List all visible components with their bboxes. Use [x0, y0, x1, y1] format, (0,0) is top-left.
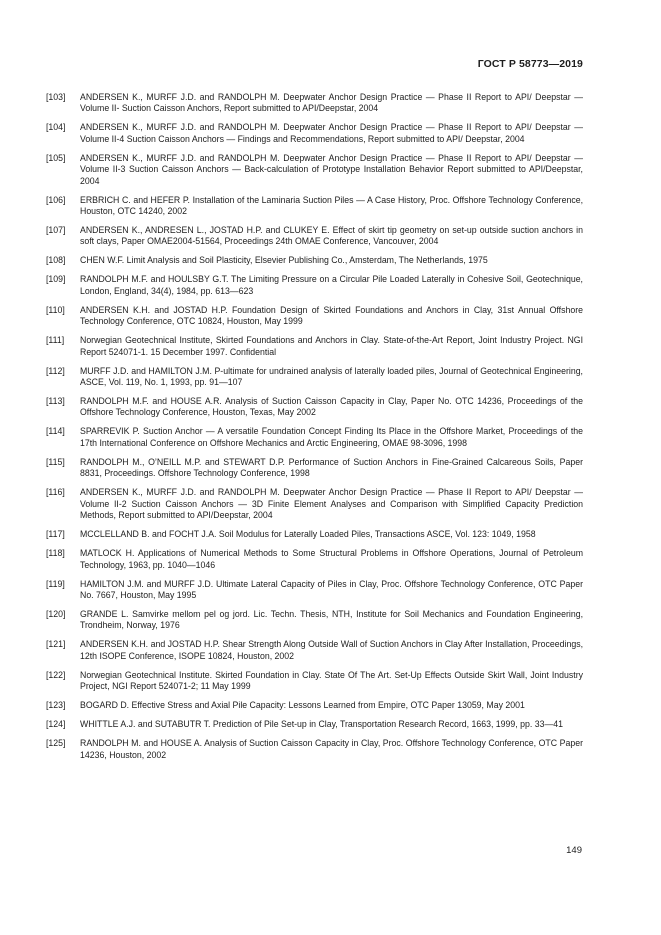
reference-text: RANDOLPH M. and HOUSE A. Analysis of Suction Caisson Capacity in Clay, Proc. Offshore Technology Conference, OTC Paper 14236, Houston, 2002 — [80, 738, 583, 760]
reference-number: [123] — [46, 700, 66, 711]
reference-number: [115] — [46, 456, 65, 467]
reference-number: [110] — [46, 304, 65, 315]
reference-item — [46, 92, 583, 115]
reference-number: [120] — [46, 608, 66, 619]
reference-item — [46, 700, 583, 711]
reference-item — [46, 153, 583, 187]
reference-text: RANDOLPH M., O’NEILL M.P. and STEWART D.P. Performance of Suction Anchors in Fine-Grained Calcareous Soils, Paper 8831, Proceedings. Offshore Technology Conference, 1998 — [80, 456, 583, 479]
reference-text: MURFF J.D. and HAMILTON J.M. P-ultimate for undrained analysis of laterally loaded piles, Journal of Geotechnical Engineering, ASCE, Vol. 119, No. 1, 1993, pp. 91—107 — [80, 365, 583, 388]
reference-item — [46, 225, 583, 248]
reference-item — [46, 255, 583, 266]
reference-item — [46, 719, 583, 730]
reference-list — [46, 92, 583, 769]
reference-text: Norwegian Geotechnical Institute, Skirted Foundations and Anchors in Clay. State-of-the-Art Report, Joint Industry Project. NGI Report 524071-1. 15 December 1997. Confidential — [80, 335, 583, 357]
reference-text: Norwegian Geotechnical Institute. Skirted Foundation in Clay. State Of The Art. Set-Up Effects Outside Skirt Wall, Joint Industry Project, NGI Report 524071-2; 11 May 1999 — [80, 669, 583, 692]
reference-number: [124] — [46, 719, 66, 730]
reference-text: ANDERSEN K.H. and JOSTAD H.P. Shear Strength Along Outside Wall of Suction Anchors in Clay After Installation, Proceedings, 12th ISOPE Conference, ISOPE 10824, Houston, 2002 — [80, 639, 583, 661]
page-number: 149 — [566, 845, 582, 856]
reference-text: ANDERSEN K., ANDRESEN L., JOSTAD H.P. and CLUKEY E. Effect of skirt tip geometry on set-up outside suction anchors in soft clays, Paper OMAE2004-51564, Proceedings 24th OMAE Conference, Vancouver, 2004 — [80, 225, 583, 247]
reference-text: MATLOCK H. Applications of Numerical Methods to Some Structural Problems in Offshore Operations, Journal of Petroleum Technology, 1963, pp. 1040—1046 — [80, 548, 583, 570]
reference-item — [46, 426, 583, 449]
reference-item — [46, 122, 583, 145]
reference-number: [105] — [46, 152, 66, 163]
reference-item — [46, 396, 583, 419]
reference-item — [46, 579, 583, 602]
document-standard-id: ГОСТ Р 58773—2019 — [477, 58, 583, 70]
reference-text: HAMILTON J.M. and MURFF J.D. Ultimate Lateral Capacity of Piles in Clay, Proc. Offshore Technology Conference, OTC Paper No. 7667, Houston, May 1995 — [80, 578, 583, 600]
reference-number: [125] — [46, 738, 66, 749]
reference-number: [121] — [46, 639, 66, 650]
reference-number: [118] — [46, 548, 65, 559]
reference-number: [107] — [46, 225, 66, 236]
reference-number: [122] — [46, 669, 66, 680]
reference-item — [46, 670, 583, 693]
reference-item — [46, 548, 583, 571]
reference-number: [104] — [46, 122, 66, 133]
reference-number: [112] — [46, 365, 65, 376]
reference-item — [46, 457, 583, 480]
reference-text: RANDOLPH M.F. and HOULSBY G.T. The Limiting Pressure on a Circular Pile Loaded Laterally in Cohesive Soil, Geotechnique, London, England, 34(4), 1984, pp. 613—623 — [80, 274, 583, 296]
reference-text: WHITTLE A.J. and SUTABUTR T. Prediction of Pile Set-up in Clay, Transportation Research Record, 1663, 1999, pp. 33—41 — [80, 719, 563, 730]
reference-text: GRANDE L. Samvirke mellom pel og jord. Lic. Techn. Thesis, NTH, Institute for Soil Mechanics and Foundation Engineering, Trondheim, Norway, 1976 — [80, 608, 583, 631]
reference-item — [46, 366, 583, 389]
reference-item — [46, 195, 583, 218]
reference-text: ANDERSEN K.H. and JOSTAD H.P. Foundation Design of Skirted Foundations and Anchors in Clay, 31st Annual Offshore Technology Conference, OTC 10824, Houston, May 1999 — [80, 304, 583, 327]
reference-number: [108] — [46, 255, 66, 266]
reference-number: [117] — [46, 529, 65, 540]
reference-text: RANDOLPH M.F. and HOUSE A.R. Analysis of Suction Caisson Capacity in Clay, Paper No. OTC 14236, Proceedings of the Offshore Technology Conference, Houston, Texas, May 2002 — [80, 396, 583, 418]
reference-text: ANDERSEN K., MURFF J.D. and RANDOLPH M. Deepwater Anchor Design Practice — Phase II Report to API/ Deepstar — Volume II-2 Suction Caisson Anchors — 3D Finite Element Analyses and Comparison with Simplified Capacity Prediction Methods, Report submitted to API/Deepstar, 2004 — [80, 487, 583, 521]
reference-number: [113] — [46, 396, 65, 407]
reference-number: [103] — [46, 92, 66, 102]
reference-item — [46, 274, 583, 297]
reference-number: [114] — [46, 426, 65, 437]
reference-number: [116] — [46, 487, 65, 498]
reference-number: [119] — [46, 578, 65, 589]
reference-text: ANDERSEN K., MURFF J.D. and RANDOLPH M. Deepwater Anchor Design Practice — Phase II Report to API/ Deepstar — Volume II-4 Suction Caisson Anchors — Findings and Recommendations, Report submitted to API/ Deepstar, 2004 — [80, 122, 583, 144]
reference-item — [46, 529, 583, 540]
reference-number: [109] — [46, 274, 66, 285]
reference-item — [46, 335, 583, 358]
reference-text: ANDERSEN K., MURFF J.D. and RANDOLPH M. Deepwater Anchor Design Practice — Phase II Report to API/ Deepstar — Volume II-3 Suction Caisson Anchors — Back-calculation of Prototype Installation Behavior Report submitted to API/Deepstar, 2004 — [80, 152, 583, 186]
reference-item — [46, 609, 583, 632]
reference-text: CHEN W.F. Limit Analysis and Soil Plasticity, Elsevier Publishing Co., Amsterdam, The Netherlands, 1975 — [80, 255, 488, 266]
reference-number: [106] — [46, 194, 66, 205]
reference-item — [46, 487, 583, 521]
reference-item — [46, 639, 583, 662]
reference-text: ANDERSEN K., MURFF J.D. and RANDOLPH M. Deepwater Anchor Design Practice — Phase II Report to API/ Deepstar — Volume II- Suction Caisson Anchors, Report submitted to API/Deepstar, 2004 — [80, 92, 583, 114]
reference-item — [46, 738, 583, 761]
reference-text: ERBRICH C. and HEFER P. Installation of the Laminaria Suction Piles — A Case History, Proc. Offshore Technology Conference, Houston, OTC 14240, 2002 — [80, 194, 583, 217]
reference-text: SPARREVIK P. Suction Anchor — A versatile Foundation Concept Finding Its Place in the Offshore Market, Proceedings of the 17th International Conference on Offshore Mechanics and Arctic Engineering, OMAE 98-3096, 1998 — [80, 426, 583, 448]
reference-number: [111] — [46, 335, 65, 346]
reference-text: BOGARD D. Effective Stress and Axial Pile Capacity: Lessons Learned from Empire, OTC Paper 13059, May 2001 — [80, 700, 525, 711]
reference-text: MCCLELLAND B. and FOCHT J.A. Soil Modulus for Laterally Loaded Piles, Transactions ASCE, Vol. 123: 1049, 1958 — [80, 529, 536, 540]
reference-item — [46, 305, 583, 328]
